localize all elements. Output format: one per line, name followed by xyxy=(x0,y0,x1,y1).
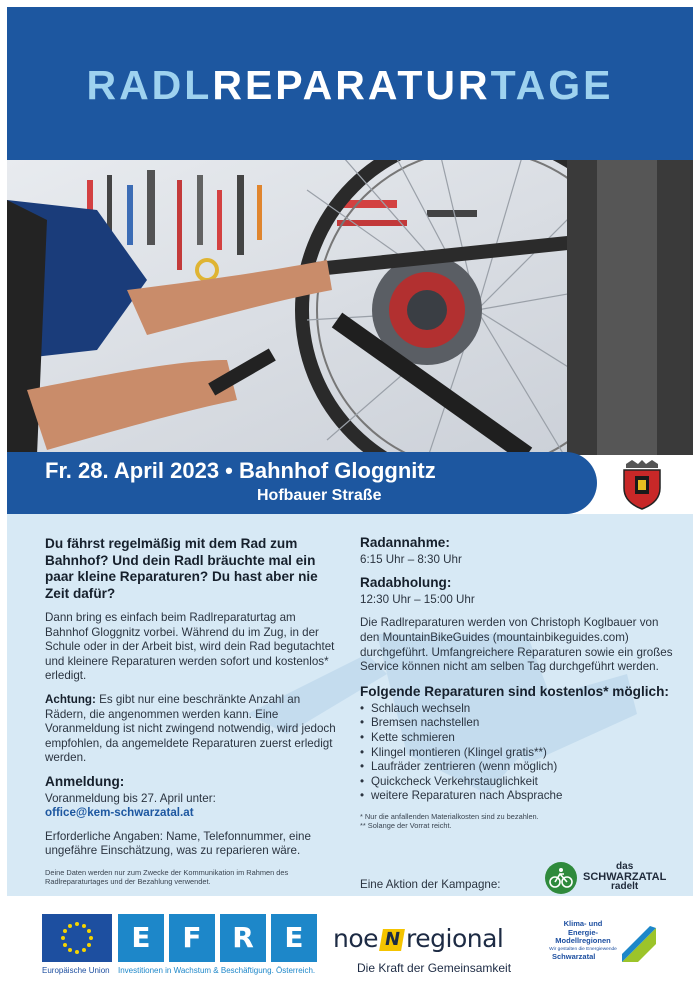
efre-letter: R xyxy=(220,914,266,962)
radabholung-heading: Radabholung: xyxy=(360,575,452,591)
schwarzatal-radelt-logo xyxy=(545,861,667,896)
required-info: Erforderliche Angaben: Name, Telefonnummer, eine ungefähre Einschätzung, was zu reparieren wäre. xyxy=(45,829,311,858)
efre-caption: Investitionen in Wachstum & Beschäftigung. Österreich. xyxy=(118,966,316,975)
header-banner xyxy=(7,7,693,160)
kem-subtitle: Wir gestalten die Energiewende xyxy=(549,946,617,952)
efre-letter: E xyxy=(118,914,164,962)
eu-flag-logo xyxy=(42,914,112,962)
schwarzatal-text xyxy=(583,862,666,892)
coat-of-arms-logo xyxy=(618,458,666,510)
efre-letter: E xyxy=(271,914,317,962)
radannahme-time: 6:15 Uhr – 8:30 Uhr xyxy=(360,552,462,566)
kem-logo xyxy=(548,919,658,961)
list-item: • Kette schmieren xyxy=(360,731,675,746)
sz-line2: SCHWARZATAL xyxy=(583,871,667,883)
noe-regional-logo xyxy=(333,924,503,953)
privacy-note: Deine Daten werden nur zum Zwecke der Kommunikation im Rahmen des Radlreparaturtages und der Bezahlung verwendet. xyxy=(45,867,289,887)
radabholung-time: 12:30 Uhr – 15:00 Uhr xyxy=(360,592,475,606)
list-item: • Laufräder zentrieren (wenn möglich) xyxy=(360,760,675,775)
kem-mark-icon xyxy=(622,920,656,962)
list-item: • Quickcheck Verkehrstauglichkeit xyxy=(360,775,675,790)
sz-line1: das xyxy=(616,861,634,872)
footnote-material: * Nur die anfallenden Materialkosten sind zu bezahlen. xyxy=(360,811,539,821)
anmeldung-heading: Anmeldung: xyxy=(45,773,125,789)
efre-logo xyxy=(118,914,318,962)
event-date-location: Fr. 28. April 2023 • Bahnhof Gloggnitz xyxy=(45,458,436,483)
achtung-paragraph xyxy=(45,693,340,766)
email-link[interactable]: office@kem-schwarzatal.at xyxy=(45,806,194,820)
info-section xyxy=(7,514,693,896)
title-part-tage: TAGE xyxy=(490,62,614,108)
achtung-label: Achtung: xyxy=(45,692,96,706)
date-location-banner xyxy=(7,452,597,514)
radannahme-heading: Radannahme: xyxy=(360,535,450,550)
achtung-text: Es gibt nur eine beschränkte Anzahl an Rädern, die angenommen werden kann. Eine Voranmeldung ist nicht zwingend notwendig, wird jedoch empfohlen, da angemeldete Reparaturen zuerst erledigt werden. xyxy=(45,692,336,765)
page-title xyxy=(7,63,693,107)
efre-letter: F xyxy=(169,914,215,962)
title-part-radl: RADL xyxy=(86,62,213,108)
regional-text: regional xyxy=(406,924,504,953)
kem-region: Schwarzatal xyxy=(552,952,596,961)
list-item: • Bremsen nachstellen xyxy=(360,716,675,731)
title-part-reparatur: REPARATUR xyxy=(212,62,491,108)
kem-title: Klima- und Energie-Modellregionen xyxy=(555,919,611,945)
eu-caption: Europäische Union xyxy=(42,966,110,975)
noe-n-mark: N xyxy=(379,929,405,951)
list-item: • weitere Reparaturen nach Absprache xyxy=(360,789,675,804)
noe-text: noe xyxy=(333,924,379,953)
right-column xyxy=(360,536,675,831)
repairs-heading: Folgende Reparaturen sind kostenlos* möglich: xyxy=(360,683,669,699)
intro-heading: Du fährst regelmäßig mit dem Rad zum Bahnhof? Und dein Radl bräuchte mal ein paar kleine Reparaturen? Du hast aber nie Zeit dafür? xyxy=(45,536,318,601)
list-item: • Schlauch wechseln xyxy=(360,702,675,717)
anmeldung-text: Voranmeldung bis 27. April unter: xyxy=(45,791,216,805)
intro-body: Dann bring es einfach beim Radlreparaturtag am Bahnhof Gloggnitz vorbei. Während du im Zug, in der Schule oder in der Arbeit bist, wird dein Rad begutachtet und kleinere Reparaturen werden sofort und kostenlos* erledigt. xyxy=(45,611,335,683)
event-street: Hofbauer Straße xyxy=(257,487,382,504)
bicycle-icon xyxy=(545,862,577,894)
noe-tagline: Die Kraft der Gemeinsamkeit xyxy=(357,961,512,975)
left-column xyxy=(45,536,340,887)
repairs-list xyxy=(360,702,675,804)
bike-repair-photo xyxy=(7,160,693,455)
repair-info: Die Radlreparaturen werden von Christoph Koglbauer von den MountainBikeGuides (mountainbikeguides.com) durchgeführt. Umfangreichere Reparaturen sowie ein großes Service können nicht am selben Tag durchgeführt werden. xyxy=(360,616,673,674)
list-item: • Klingel montieren (Klingel gratis**) xyxy=(360,746,675,761)
campaign-label: Eine Aktion der Kampagne: xyxy=(360,878,501,891)
sz-line3: radelt xyxy=(611,881,639,892)
footnote-stock: ** Solange der Vorrat reicht. xyxy=(360,821,452,831)
